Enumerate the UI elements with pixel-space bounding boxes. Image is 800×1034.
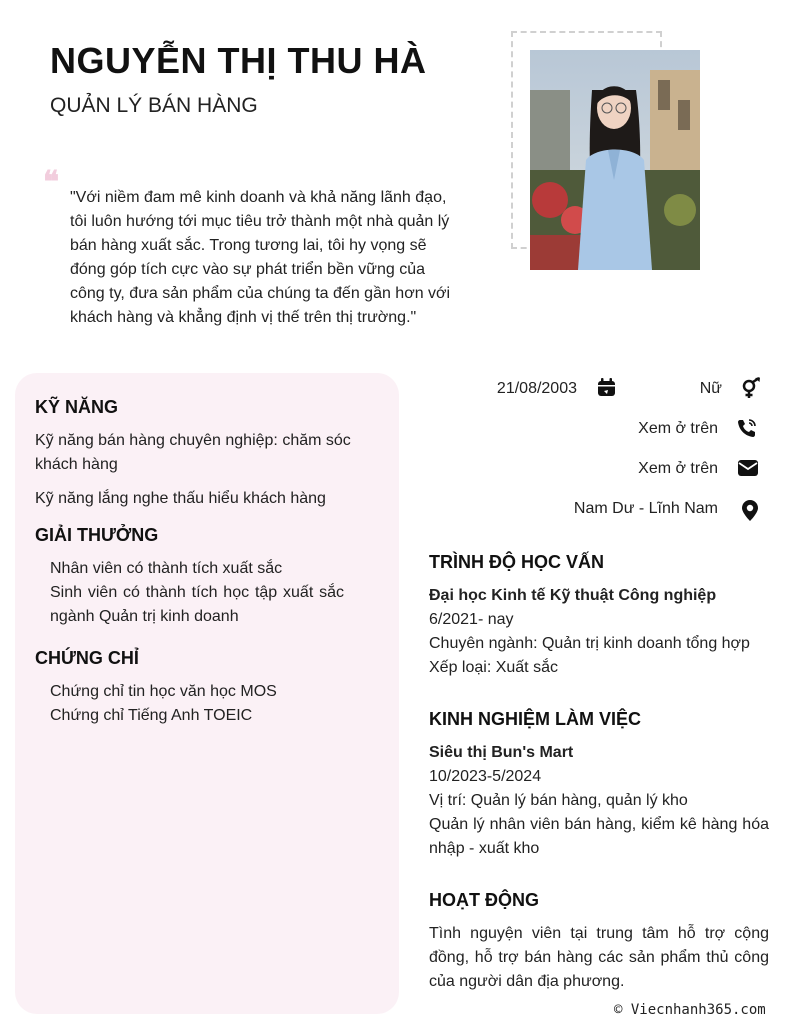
phone-icon	[736, 417, 758, 439]
certificate-item: Chứng chỉ Tiếng Anh TOEIC	[50, 707, 253, 724]
education-grade: Xếp loại: Xuất sắc	[429, 659, 558, 676]
candidate-name: NGUYỄN THỊ THU HÀ	[50, 40, 427, 81]
education-period: 6/2021- nay	[429, 611, 514, 628]
experience-position: Vị trí: Quản lý bán hàng, quản lý kho	[429, 792, 688, 809]
certificate-item: Chứng chỉ tin học văn học MOS	[50, 683, 277, 700]
job-title: QUẢN LÝ BÁN HÀNG	[50, 94, 258, 117]
education-major: Chuyên ngành: Quản trị kinh doanh tổng hợp	[429, 635, 750, 652]
award-item: Sinh viên có thành tích học tập xuất sắc ngành Quản trị kinh doanh	[50, 584, 344, 625]
activities-description: Tình nguyện viên tại trung tâm hỗ trợ cộng đồng, hỗ trợ bán hàng các sản phẩm thủ công của người dân địa phương.	[429, 925, 769, 990]
experience-description: Quản lý nhân viên bán hàng, kiểm kê hàng hóa nhập - xuất kho	[429, 816, 769, 857]
skills-heading: KỸ NĂNG	[35, 397, 119, 417]
address-text: Nam Dư - Lĩnh Nam	[573, 500, 718, 517]
gender-icon	[740, 377, 762, 399]
certificates-heading: CHỨNG CHỈ	[35, 648, 139, 668]
education-heading: TRÌNH ĐỘ HỌC VẤN	[429, 552, 604, 572]
awards-heading: GIẢI THƯỞNG	[35, 525, 159, 545]
phone-text: Xem ở trên	[638, 420, 718, 437]
watermark-text: © Viecnhanh365.com	[614, 1002, 766, 1018]
quote-mark-icon: ❝	[43, 165, 60, 200]
skill-item: Kỹ năng lắng nghe thấu hiểu khách hàng	[35, 490, 326, 507]
email-text: Xem ở trên	[638, 460, 718, 477]
location-pin-icon	[739, 499, 761, 521]
career-objective-quote: "Với niềm đam mê kinh doanh và khả năng lãnh đạo, tôi luôn hướng tới mục tiêu trở thành một nhà quản lý bán hàng xuất sắc. Trong tương lai, tôi hy vọng sẽ đóng góp tích cực vào sự phát triển bền vững của công ty, đưa sản phẩm của chúng ta đến gần hơn với khách hàng và khẳng định vị thế trên thị trường."	[70, 189, 451, 326]
profile-photo	[530, 50, 700, 270]
gender-text: Nữ	[699, 380, 722, 397]
education-school: Đại học Kinh tế Kỹ thuật Công nghiệp	[429, 587, 717, 604]
calendar-icon	[596, 377, 618, 399]
award-item: Nhân viên có thành tích xuất sắc	[50, 560, 283, 577]
experience-period: 10/2023-5/2024	[429, 768, 542, 785]
birthdate-text: 21/08/2003	[496, 380, 577, 397]
experience-heading: KINH NGHIỆM LÀM VIỆC	[429, 709, 642, 729]
activities-heading: HOẠT ĐỘNG	[429, 890, 539, 910]
skill-item: Kỹ năng bán hàng chuyên nghiệp: chăm sóc khách hàng	[35, 432, 351, 473]
email-icon	[737, 457, 759, 479]
experience-company: Siêu thị Bun's Mart	[429, 744, 574, 761]
